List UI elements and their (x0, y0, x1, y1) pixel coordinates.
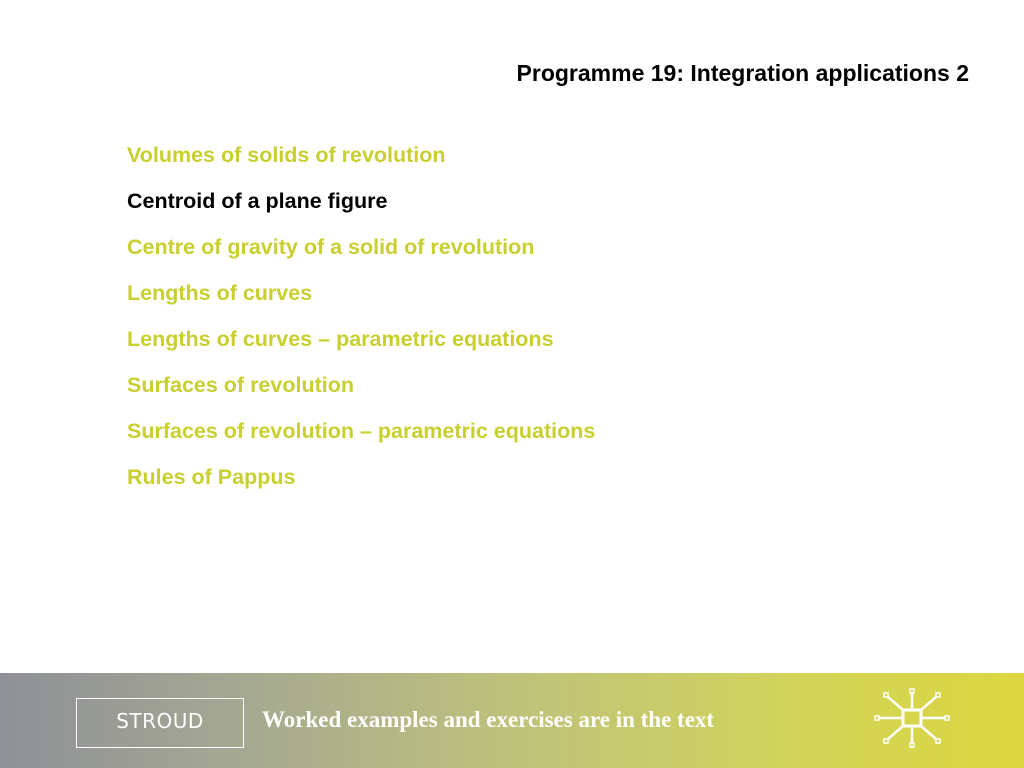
topic-item: Volumes of solids of revolution (127, 143, 446, 167)
topic-item: Rules of Pappus (127, 465, 296, 489)
topic-item: Centre of gravity of a solid of revolution (127, 235, 535, 259)
brand-logo-box (76, 698, 244, 748)
topic-item: Lengths of curves – parametric equations (127, 327, 554, 351)
footer-bar (0, 673, 1024, 768)
topic-item: Surfaces of revolution – parametric equations (127, 419, 596, 443)
topic-item: Lengths of curves (127, 281, 313, 305)
footer-note: Worked examples and exercises are in the text (262, 707, 715, 732)
network-icon (872, 688, 952, 750)
topic-item: Centroid of a plane figure (127, 189, 388, 213)
slide-title: Programme 19: Integration applications 2 (516, 60, 969, 86)
topic-item: Surfaces of revolution (127, 373, 354, 397)
topic-list (127, 140, 595, 508)
brand-logo-text: STROUD (116, 709, 204, 733)
